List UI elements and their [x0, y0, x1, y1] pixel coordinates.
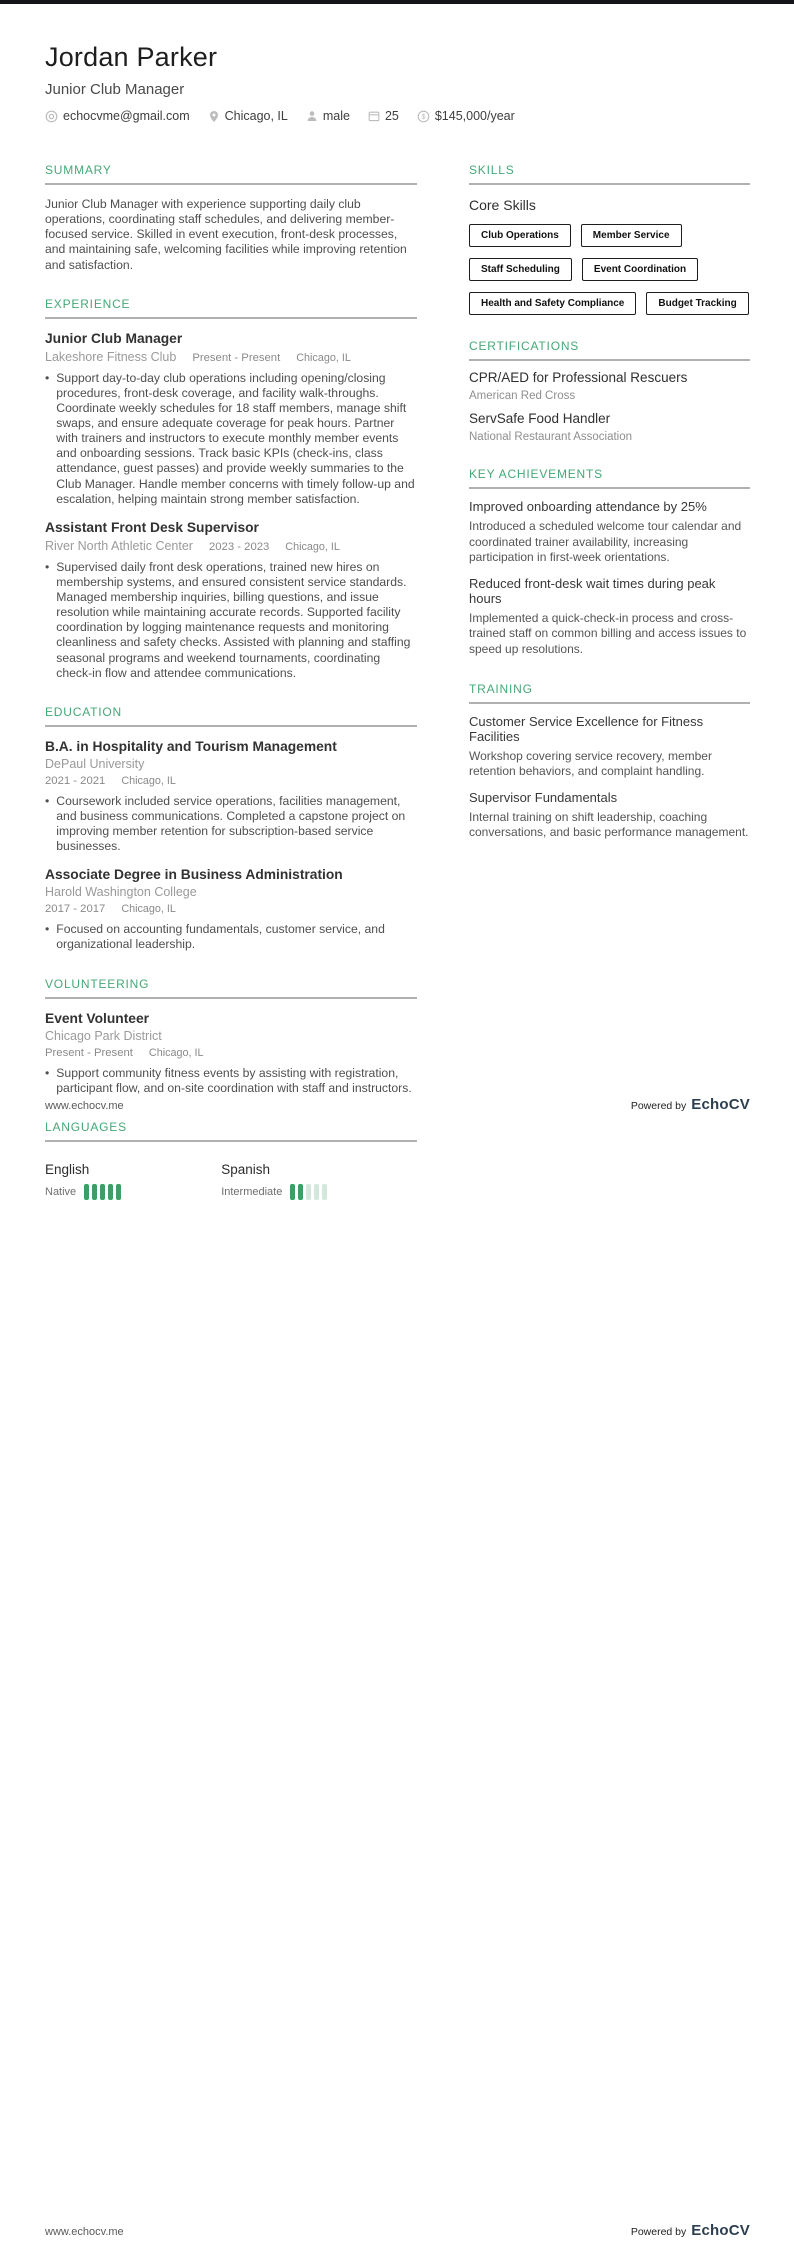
skill-chips — [469, 224, 750, 315]
achievement-title: Improved onboarding attendance by 25% — [469, 499, 707, 514]
section-training — [469, 682, 750, 841]
education-bullet: • Focused on accounting fundamentals, customer service, and organizational leadership. — [45, 922, 417, 952]
contact-email — [45, 109, 190, 123]
summary-text: Junior Club Manager with experience supporting daily club operations, coordinating staff schedules, and delivering member-focused service. Skilled in event execution, front-desk processes, and maintaining safe, welcoming facilities while improving retention and satisfaction. — [45, 197, 407, 272]
site-link[interactable]: www.echocv.me — [45, 2226, 124, 2238]
job-title: Assistant Front Desk Supervisor — [45, 519, 259, 535]
achievement-item — [469, 499, 750, 566]
training-description: Internal training on shift leadership, coaching conversations, and basic performance management. — [469, 809, 749, 840]
certification-item — [469, 370, 750, 402]
contact-location — [208, 109, 288, 123]
certification-name: ServSafe Food Handler — [469, 411, 611, 426]
skills-heading: SKILLS — [469, 163, 515, 177]
language-level-bar — [306, 1184, 311, 1200]
dollar-circle-icon — [417, 110, 430, 123]
powered-by — [631, 1096, 750, 1114]
section-languages — [45, 1120, 417, 1142]
achievement-description: Implemented a quick-check-in process and cross-trained staff on common billing and access issues to speed up resolutions. — [469, 610, 747, 656]
section-divider — [45, 725, 417, 727]
language-level-bar — [84, 1184, 89, 1200]
section-skills — [469, 163, 750, 315]
education-entry — [45, 739, 417, 855]
page1-footer — [45, 1096, 750, 1114]
volunteer-dates: Present - Present — [45, 1046, 133, 1059]
skill-chip: Event Coordination — [582, 258, 698, 281]
top-border — [0, 0, 794, 4]
volunteering-entry — [45, 1011, 417, 1096]
job-location: Chicago, IL — [296, 351, 351, 364]
section-summary — [45, 163, 417, 273]
job-dates: Present - Present — [192, 351, 281, 364]
education-location: Chicago, IL — [121, 903, 176, 916]
language-level-bars — [290, 1184, 327, 1200]
person-icon — [306, 110, 318, 122]
site-link[interactable]: www.echocv.me — [45, 1100, 124, 1112]
summary-heading: SUMMARY — [45, 163, 112, 177]
salary-value: $145,000/year — [434, 109, 515, 123]
volunteer-role: Event Volunteer — [45, 1010, 150, 1026]
language-level-bar — [92, 1184, 97, 1200]
job-dates: 2023 - 2023 — [208, 540, 270, 553]
certification-issuer: National Restaurant Association — [469, 431, 633, 443]
section-divider — [469, 183, 750, 185]
language-level-bars — [84, 1184, 121, 1200]
language-level-label: Intermediate — [221, 1186, 283, 1198]
language-level-bar — [100, 1184, 105, 1200]
right-column — [469, 163, 750, 865]
language-level-bar — [290, 1184, 295, 1200]
calendar-icon — [368, 110, 380, 122]
skill-chip: Budget Tracking — [646, 292, 748, 315]
experience-heading: EXPERIENCE — [45, 296, 131, 311]
degree-title: Associate Degree in Business Administration — [45, 867, 343, 883]
education-entry — [45, 867, 417, 952]
person-job-title: Junior Club Manager — [45, 81, 185, 98]
age-value: 25 — [384, 109, 399, 123]
experience-entry — [45, 520, 417, 681]
job-title: Junior Club Manager — [45, 330, 183, 346]
achievement-item — [469, 576, 750, 658]
languages-heading: LANGUAGES — [45, 1119, 127, 1134]
email-value[interactable]: echocvme@gmail.com — [63, 109, 190, 123]
education-dates: 2017 - 2017 — [45, 903, 106, 916]
certification-item — [469, 411, 750, 443]
skill-chip: Club Operations — [469, 224, 571, 247]
training-title: Supervisor Fundamentals — [469, 789, 618, 805]
education-heading: EDUCATION — [45, 704, 122, 719]
company-name: River North Athletic Center — [45, 538, 193, 553]
language-item — [45, 1162, 121, 1200]
job-location: Chicago, IL — [285, 540, 340, 553]
language-level-bar — [116, 1184, 121, 1200]
skill-chip: Staff Scheduling — [469, 258, 572, 281]
section-experience — [45, 297, 417, 681]
svg-text:$: $ — [421, 113, 426, 121]
volunteer-organization: Chicago Park District — [45, 1028, 162, 1043]
section-divider — [469, 487, 750, 489]
volunteer-bullet: • Support community fitness events by assisting with registration, participant flow, and on-site coordination with staff and instructors. — [45, 1066, 417, 1096]
school-name: DePaul University — [45, 756, 145, 771]
section-divider — [45, 183, 417, 185]
pin-icon — [208, 110, 220, 123]
education-dates: 2021 - 2021 — [45, 774, 106, 787]
section-divider — [45, 317, 417, 319]
contact-gender — [306, 109, 350, 123]
volunteering-heading: VOLUNTEERING — [45, 976, 150, 991]
language-item — [221, 1162, 327, 1200]
degree-title: B.A. in Hospitality and Tourism Management — [45, 738, 337, 754]
language-level-label: Native — [45, 1186, 77, 1198]
echocv-logo: EchoCV — [691, 1096, 750, 1113]
page2-footer — [45, 2222, 750, 2240]
gender-value: male — [322, 109, 350, 123]
training-description: Workshop covering service recovery, member retention behaviors, and complaint handling. — [469, 748, 712, 779]
section-education — [45, 705, 417, 953]
volunteer-location: Chicago, IL — [148, 1046, 204, 1059]
language-name: English — [45, 1162, 90, 1177]
language-level-bar — [298, 1184, 303, 1200]
job-bullet: • Support day-to-day club operations including opening/closing procedures, front-desk coverage, and facility walk-throughs. Coordinate weekly schedules for 18 staff members, manage shift swaps, and ensure adequate coverage for peak hours. Partner with trainers and instructors to execute monthly member events and onboarding sessions. Track basic KPIs (check-ins, class attendance, guest passes) and provide weekly summaries to the Club Manager. Handle member concerns with timely follow-up and escalation, helping maintain strong member satisfaction. — [45, 371, 417, 507]
certification-issuer: American Red Cross — [469, 390, 576, 402]
training-title: Customer Service Excellence for Fitness Facilities — [469, 713, 704, 744]
header — [45, 42, 750, 123]
education-bullet: • Coursework included service operations, facilities management, and business communications. Completed a capstone project on improving member retention for subscription-based service businesses. — [45, 794, 417, 855]
language-level-bar — [108, 1184, 113, 1200]
location-value: Chicago, IL — [224, 109, 288, 123]
education-location: Chicago, IL — [121, 774, 176, 787]
at-icon — [45, 110, 58, 123]
contact-salary — [417, 109, 515, 123]
section-divider — [45, 997, 417, 999]
language-level-bar — [314, 1184, 319, 1200]
key-achievements-heading: KEY ACHIEVEMENTS — [469, 467, 603, 481]
powered-by-label: Powered by — [630, 1100, 687, 1112]
powered-by-label: Powered by — [630, 2226, 687, 2238]
school-name: Harold Washington College — [45, 885, 197, 900]
language-level-bar — [322, 1184, 327, 1200]
experience-entry — [45, 331, 417, 507]
section-divider — [469, 702, 750, 704]
skill-chip: Member Service — [581, 224, 682, 247]
training-item — [469, 790, 750, 841]
job-bullet: • Supervised daily front desk operations, trained new hires on membership systems, and ensured consistent service standards. Managed membership inquiries, billing questions, and issue resolution while maintaining accurate records. Supported facility coordination by logging maintenance requests and monitoring cleanliness and safety checks. Assisted with planning and staffing seasonal programs and weekend tournaments, coordinating check-in flow and attendee communications. — [45, 560, 417, 681]
section-certifications — [469, 339, 750, 443]
powered-by — [631, 2222, 750, 2240]
achievement-title: Reduced front-desk wait times during peak hours — [469, 575, 716, 606]
contact-row — [45, 109, 750, 123]
echocv-logo: EchoCV — [691, 2222, 750, 2239]
company-name: Lakeshore Fitness Club — [45, 349, 177, 364]
skills-group-label: Core Skills — [469, 197, 536, 213]
certification-name: CPR/AED for Professional Rescuers — [469, 370, 688, 385]
section-divider — [469, 359, 750, 361]
certifications-heading: CERTIFICATIONS — [469, 339, 580, 353]
section-volunteering — [45, 977, 417, 1096]
language-name: Spanish — [221, 1162, 270, 1177]
contact-age — [368, 109, 399, 123]
left-column — [45, 163, 417, 1166]
section-key-achievements — [469, 467, 750, 658]
skill-chip: Health and Safety Compliance — [469, 292, 636, 315]
languages-list — [45, 1162, 327, 1200]
training-item — [469, 714, 750, 780]
person-name: Jordan Parker — [45, 42, 218, 72]
training-heading: TRAINING — [469, 681, 533, 696]
achievement-description: Introduced a scheduled welcome tour calendar and coordinated trainer availability, increasing participation in first-week orientations. — [469, 519, 742, 565]
section-divider — [45, 1140, 417, 1142]
